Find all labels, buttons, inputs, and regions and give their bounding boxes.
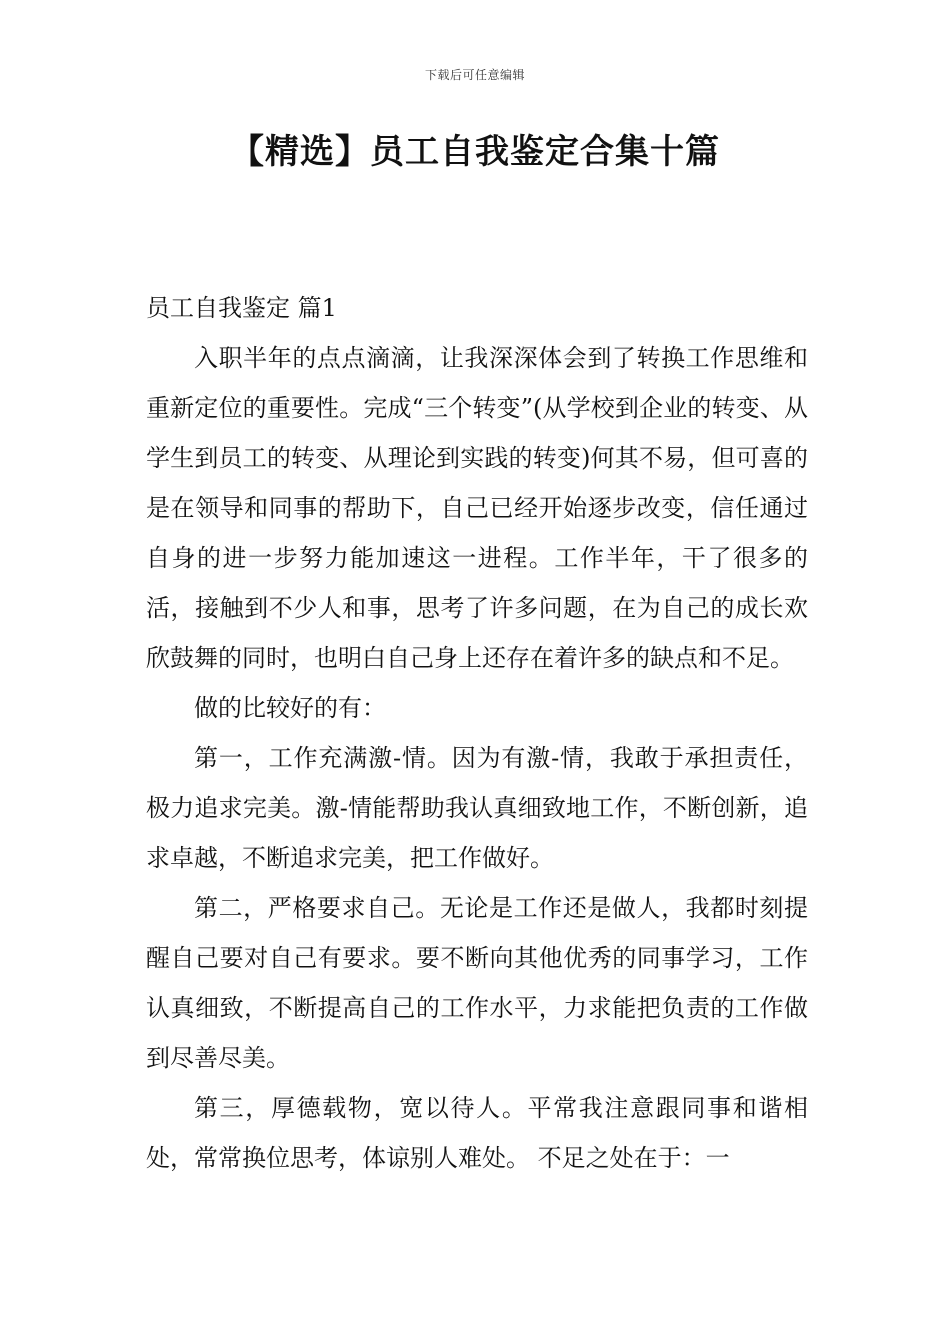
section-heading: 员工自我鉴定 篇1 <box>146 294 337 322</box>
paragraph-point-2: 第二，严格要求自己。无论是工作还是做人，我都时刻提醒自己要对自己有要求。要不断向其他优秀的同事学习，工作认真细致，不断提高自己的工作水平，力求能把负责的工作做到尽善尽美。 <box>146 894 808 1072</box>
paragraph-strengths-heading: 做的比较好的有： <box>194 694 386 722</box>
paragraph-point-1: 第一，工作充满激-情。因为有激-情，我敢于承担责任，极力追求完美。激-情能帮助我认真细致地工作，不断创新，追求卓越，不断追求完美，把工作做好。 <box>146 744 808 872</box>
document-body <box>146 283 808 1183</box>
document-title: 【精选】员工自我鉴定合集十篇 <box>230 132 720 172</box>
header-note: 下载后可任意编辑 <box>424 68 525 82</box>
paragraph-intro: 入职半年的点点滴滴，让我深深体会到了转换工作思维和重新定位的重要性。完成“三个转变”(从学校到企业的转变、从学生到员工的转变、从理论到实践的转变)何其不易，但可喜的是在领导和同事的帮助下，自己已经开始逐步改变，信任通过自身的进一步努力能加速这一进程。工作半年，干了很多的活，接触到不少人和事，思考了许多问题，在为自己的成长欢欣鼓舞的同时，也明白自己身上还存在着许多的缺点和不足。 <box>146 344 808 672</box>
paragraph-point-3: 第三，厚德载物，宽以待人。平常我注意跟同事和谐相处，常常换位思考，体谅别人难处。 不足之处在于：一 <box>146 1094 808 1172</box>
